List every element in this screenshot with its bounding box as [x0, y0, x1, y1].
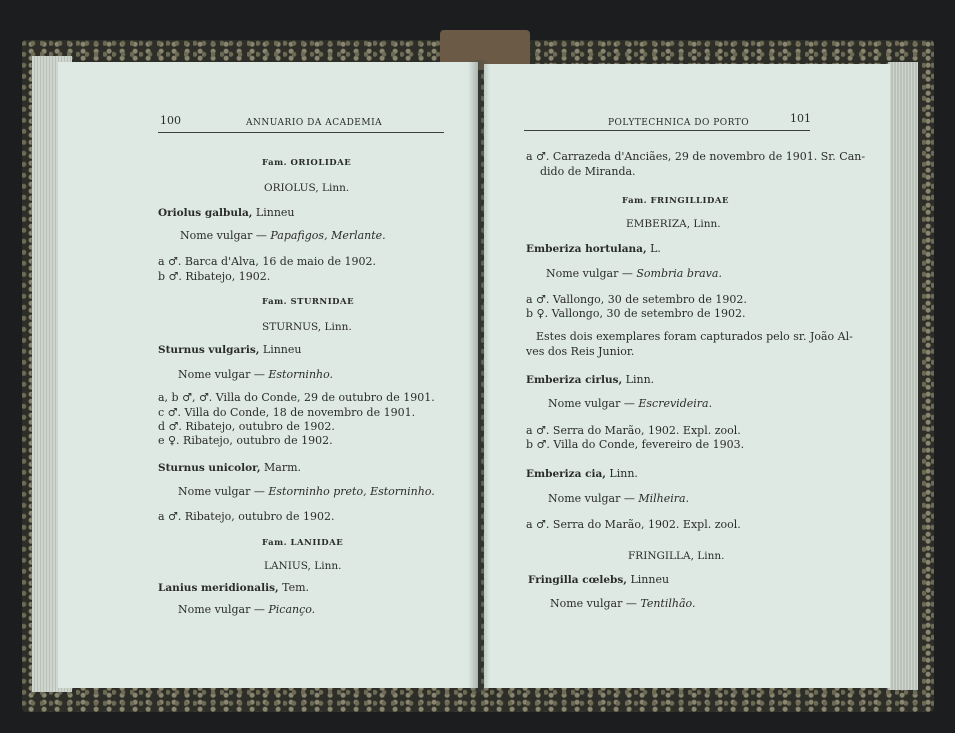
- text-line: a ♂. Vallongo, 30 de setembro de 1902.: [526, 293, 747, 306]
- left-page: [58, 62, 478, 688]
- text-line: ves dos Reis Junior.: [526, 345, 635, 358]
- common-name-label: Nome vulgar —: [178, 368, 269, 381]
- book-gutter: [468, 60, 490, 692]
- text-line: a ♂. Ribatejo, outubro de 1902.: [158, 510, 335, 523]
- genus-heading: STURNUS, Linn.: [262, 321, 352, 333]
- species-author: Linn.: [605, 467, 638, 480]
- text-line: b ♀. Vallongo, 30 de setembro de 1902.: [526, 307, 746, 320]
- text-line: dido de Miranda.: [540, 165, 636, 178]
- text-line: a ♂. Serra do Marão, 1902. Expl. zool.: [526, 424, 741, 437]
- species-author: Linneu: [252, 206, 295, 219]
- text-line: a ♂. Barca d'Alva, 16 de maio de 1902.: [158, 255, 377, 268]
- species-author: Tem.: [278, 581, 310, 594]
- genus-heading: ORIOLUS, Linn.: [264, 182, 350, 194]
- species-heading: [158, 206, 295, 220]
- text-line: a ♂. Carrazeda d'Anciães, 29 de novembro de 1901. Sr. Can-: [526, 150, 866, 163]
- family-heading: Fam. ORIOLIDAE: [262, 158, 352, 168]
- page-number: 101: [790, 112, 811, 125]
- text-line: b ♂. Ribatejo, 1902.: [158, 270, 271, 283]
- species-heading: [526, 373, 654, 387]
- common-name: Papafigos, Merlante.: [270, 229, 386, 242]
- text-line: e ♀. Ribatejo, outubro de 1902.: [158, 434, 333, 447]
- species-author: Marm.: [260, 461, 302, 474]
- running-head: POLYTECHNICA DO PORTO: [608, 118, 750, 128]
- common-name-line: [546, 267, 722, 281]
- common-name: Milheira.: [638, 492, 690, 505]
- family-heading: Fam. LANIIDAE: [262, 538, 344, 548]
- header-rule: [524, 130, 810, 131]
- species-heading: [158, 581, 309, 595]
- running-head: ANNUARIO DA ACADEMIA: [246, 118, 383, 128]
- common-name: Estorninho.: [268, 368, 334, 381]
- common-name-line: [178, 368, 333, 382]
- genus-heading: EMBERIZA, Linn.: [626, 218, 721, 230]
- family-heading: Fam. STURNIDAE: [262, 297, 355, 307]
- right-page: [484, 64, 890, 688]
- species-author: Linn.: [622, 373, 655, 386]
- common-name-line: [548, 492, 689, 506]
- page-edges-right: [888, 62, 918, 690]
- species-heading: [158, 343, 301, 357]
- species-heading: [528, 573, 669, 587]
- common-name-line: [548, 397, 712, 411]
- species-author: Linneu: [259, 343, 302, 356]
- common-name-line: [550, 597, 695, 611]
- page-number: 100: [160, 114, 181, 127]
- species-heading: [158, 461, 301, 475]
- common-name: Estorninho preto, Estorninho.: [268, 485, 435, 498]
- species-heading: [526, 467, 638, 481]
- common-name-label: Nome vulgar —: [550, 597, 641, 610]
- species-heading: [526, 242, 661, 256]
- text-line: b ♂. Villa do Conde, fevereiro de 1903.: [526, 438, 745, 451]
- common-name-label: Nome vulgar —: [178, 485, 269, 498]
- common-name-line: [178, 485, 435, 499]
- common-name-label: Nome vulgar —: [548, 492, 639, 505]
- species-name: Fringilla cœlebs,: [528, 574, 627, 586]
- species-name: Sturnus unicolor,: [158, 462, 261, 474]
- species-name: Sturnus vulgaris,: [158, 344, 260, 356]
- species-name: Emberiza hortulana,: [526, 243, 647, 255]
- text-line: d ♂. Ribatejo, outubro de 1902.: [158, 420, 335, 433]
- species-author: Linneu: [626, 573, 670, 586]
- text-line: c ♂. Villa do Conde, 18 de novembro de 1901.: [158, 406, 416, 419]
- header-rule: [158, 132, 444, 133]
- species-name: Lanius meridionalis,: [158, 582, 279, 594]
- species-name: Emberiza cia,: [526, 468, 606, 480]
- common-name: Picanço.: [268, 603, 316, 616]
- genus-heading: LANIUS, Linn.: [264, 560, 342, 572]
- common-name: Sombria brava.: [636, 267, 722, 280]
- common-name-label: Nome vulgar —: [180, 229, 271, 242]
- common-name: Escrevideira.: [638, 397, 713, 410]
- species-author: L.: [646, 242, 661, 255]
- common-name-label: Nome vulgar —: [548, 397, 639, 410]
- species-name: Oriolus galbula,: [158, 207, 253, 219]
- text-line: a ♂. Serra do Marão, 1902. Expl. zool.: [526, 518, 741, 531]
- species-name: Emberiza cirlus,: [526, 374, 623, 386]
- genus-heading: FRINGILLA, Linn.: [628, 550, 725, 562]
- common-name: Tentilhão.: [640, 597, 696, 610]
- text-line: a, b ♂, ♂. Villa do Conde, 29 de outubro de 1901.: [158, 391, 435, 404]
- family-heading: Fam. FRINGILLIDAE: [622, 196, 729, 206]
- common-name-label: Nome vulgar —: [178, 603, 269, 616]
- common-name-label: Nome vulgar —: [546, 267, 637, 280]
- common-name-line: [180, 229, 386, 243]
- common-name-line: [178, 603, 315, 617]
- text-line: Estes dois exemplares foram capturados pelo sr. João Al-: [536, 330, 853, 343]
